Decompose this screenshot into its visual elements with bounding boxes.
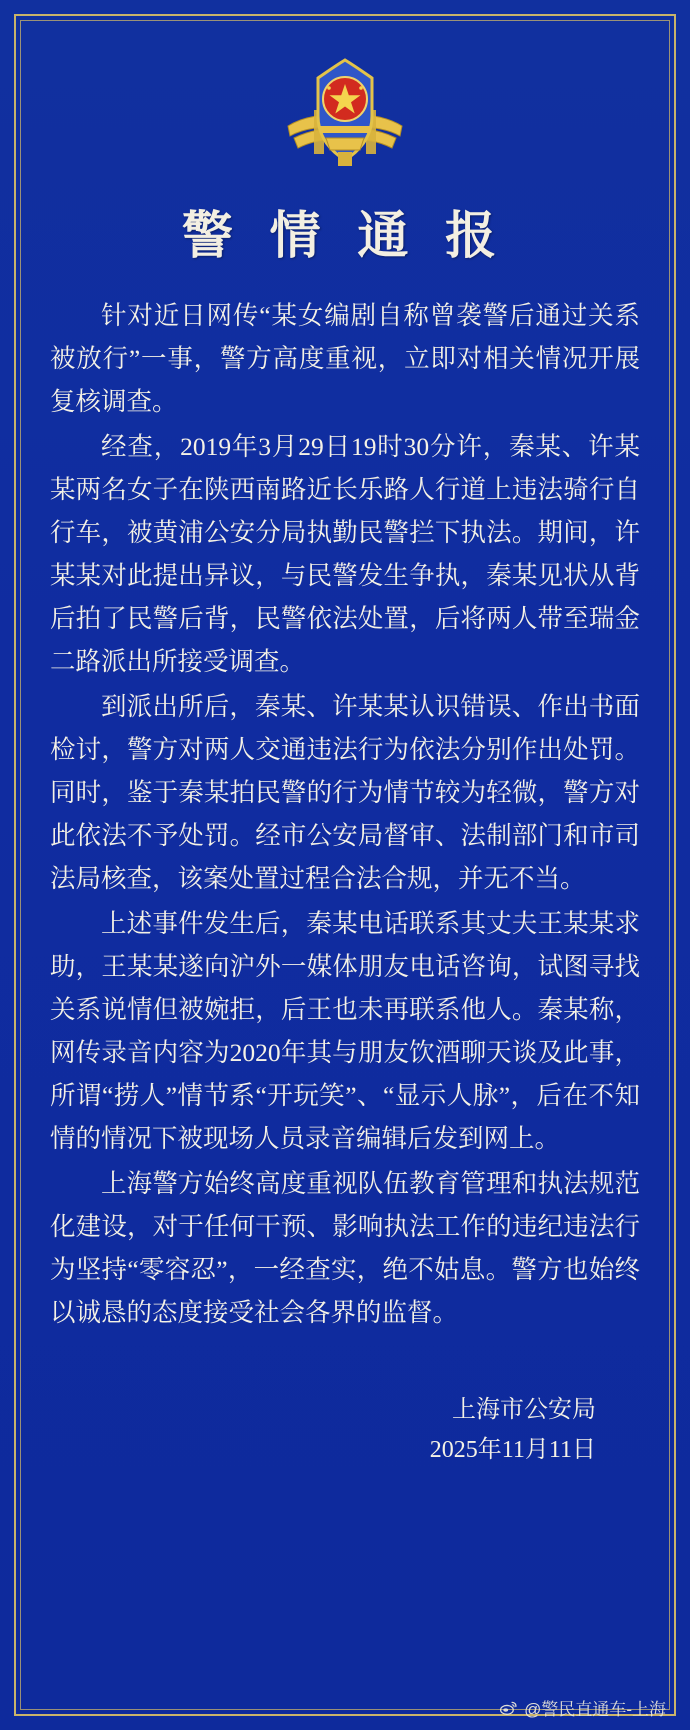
signature-block	[50, 1390, 640, 1470]
page-title: 警 情 通 报	[181, 209, 509, 265]
notice-body	[50, 294, 640, 1334]
paragraph-2: 经查，2019年3月29日19时30分许，秦某、许某某两名女子在陕西南路近长乐路人行道上违法骑行自行车，被黄浦公安分局执勤民警拦下执法。期间，许某某对此提出异议，与民警发生争执，秦某见状从背后拍了民警后背，民警依法处置，后将两人带至瑞金二路派出所接受调查。	[50, 432, 640, 676]
paragraph-1: 针对近日网传“某女编剧自称曾袭警后通过关系被放行”一事，警方高度重视，立即对相关情况开展复核调查。	[50, 301, 640, 416]
notice-content	[50, 36, 640, 1694]
paragraph-5: 上海警方始终高度重视队伍教育管理和执法规范化建设，对于任何干预、影响执法工作的违纪违法行为坚持“零容忍”，一经查实，绝不姑息。警方也始终以诚恳的态度接受社会各界的监督。	[50, 1169, 640, 1327]
signature-date: 2025年11月11日	[429, 1437, 596, 1463]
paragraph-4: 上述事件发生后，秦某电话联系其丈夫王某某求助，王某某遂向沪外一媒体朋友电话咨询，试图寻找关系说情但被婉拒，后王也未再联系他人。秦某称，网传录音内容为2020年其与朋友饮酒聊天谈及此事，所谓“捞人”情节系“开玩笑”、“显示人脉”，后在不知情的情况下被现场人员录音编辑后发到网上。	[50, 909, 640, 1153]
emblem-container	[50, 54, 640, 172]
signature-organization: 上海市公安局	[452, 1397, 596, 1423]
paragraph-3: 到派出所后，秦某、许某某认识错误、作出书面检讨，警方对两人交通违法行为依法分别作出处罚。同时，鉴于秦某拍民警的行为情节较为轻微，警方对此依法不予处罚。经市公安局督审、法制部门和市司法局核查，该案处置过程合法合规，并无不当。	[50, 692, 640, 893]
watermark	[499, 1695, 666, 1720]
china-police-emblem	[280, 54, 410, 172]
weibo-icon	[499, 1698, 518, 1717]
watermark-text: @警民直通车-上海	[524, 1700, 666, 1719]
